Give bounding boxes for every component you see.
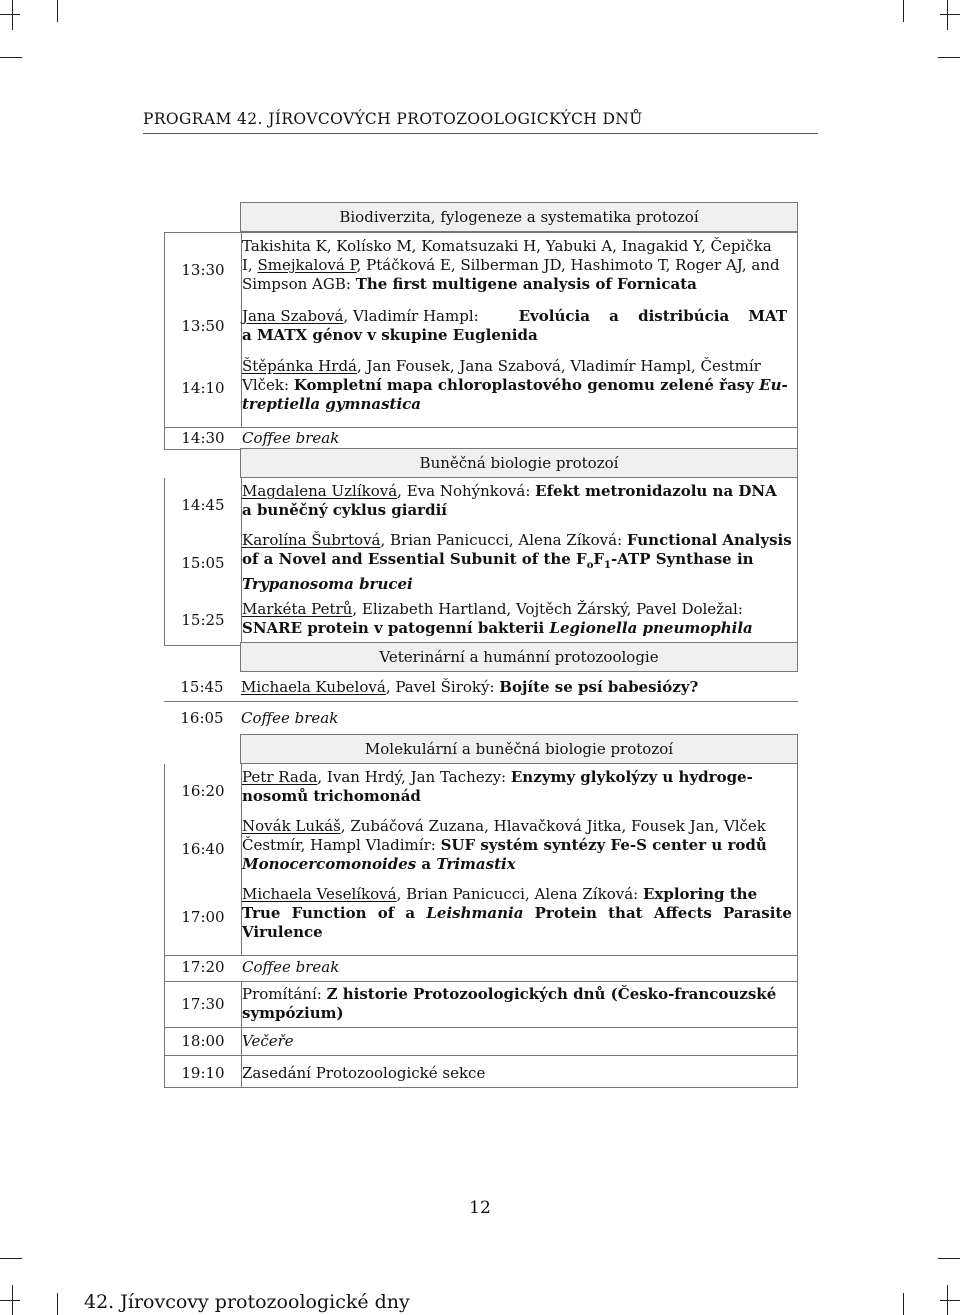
talk-time: 14:45 (181, 496, 225, 514)
talk-title: Bojíte se psí babesiózy? (499, 678, 699, 696)
presenter-name: Magdalena Uzlíková (242, 482, 398, 500)
presenter-name: Markéta Petrů (242, 600, 353, 618)
section-block (164, 232, 798, 428)
section-block (164, 764, 798, 956)
break-time: 14:30 (181, 429, 225, 447)
crop-mark (947, 0, 948, 30)
talk-text: Michaela Veselíková, Brian Panicucci, Alena Zíková: Exploring the True Function of a Leishmania Protein that Affects Parasite Virulence (242, 885, 792, 941)
talk-title: Evolúcia a distribúcia MAT (518, 307, 787, 325)
talk-row (165, 482, 797, 522)
talk-title: SNARE protein v patogenní bakterii (242, 619, 550, 637)
presenter-name: Novák Lukáš (242, 817, 341, 835)
talk-time: 15:05 (181, 554, 225, 572)
break-time: 17:20 (181, 958, 225, 976)
talk-time: 13:50 (181, 317, 225, 335)
section-title: Buněčná biologie protozoí (419, 453, 619, 472)
program-time: 17:30 (181, 995, 225, 1013)
crop-mark (57, 1293, 58, 1315)
page-number: 12 (469, 1198, 491, 1218)
talk-row (165, 768, 797, 808)
talk-text: Markéta Petrů, Elizabeth Hartland, Vojtěch Žárský, Pavel Doležal: SNARE protein v patogenní bakterii Legionella pneumophila (242, 600, 753, 637)
presenter-name: Karolína Šubrtová (242, 531, 381, 549)
presenter-name: Michaela Veselíková (242, 885, 397, 903)
talk-time: 14:10 (181, 379, 225, 397)
talk-text: Michaela Kubelová, Pavel Široký: Bojíte se psí babesiózy? (241, 678, 699, 696)
talk-row (165, 885, 797, 945)
talk-time: 15:45 (180, 678, 224, 696)
program-row (164, 1028, 798, 1056)
crop-mark (0, 57, 22, 58)
crop-mark (12, 0, 13, 30)
program-time: 18:00 (181, 1032, 225, 1050)
header-rule (143, 133, 818, 134)
presenter-name: Petr Rada (242, 768, 318, 786)
crop-mark (903, 0, 904, 22)
program-time: 19:10 (181, 1064, 225, 1082)
program-text: Promítání: Z historie Protozoologických dnů (Česko-francouzské sympózium) (242, 985, 777, 1022)
section-title: Veterinární a humánní protozoologie (379, 647, 659, 666)
section-title: Biodiverzita, fylogeneze a systematika protozoí (339, 207, 699, 226)
section-title: Molekulární a buněčná biologie protozoí (364, 739, 674, 758)
talk-row (164, 672, 798, 702)
section-header (240, 642, 798, 672)
crop-mark (938, 1258, 960, 1259)
section-header (240, 202, 798, 232)
talk-row (165, 817, 797, 877)
break-row (164, 708, 798, 730)
program-row (164, 982, 798, 1028)
talk-row (165, 357, 797, 417)
talk-row (165, 600, 797, 640)
presenter-name: Michaela Kubelová (241, 678, 386, 696)
program-label: Večeře (242, 1032, 294, 1050)
talk-text: Štěpánka Hrdá, Jan Fousek, Jana Szabová, Vladimír Hampl, Čestmír Vlček: Kompletní mapa chloroplastového genomu zelené řasy Eu- treptiella gymnastica (242, 357, 788, 413)
talk-title: Kompletní mapa chloroplastového genomu zelené řasy (293, 376, 760, 394)
break-label: Coffee break (242, 429, 340, 447)
program-title: Z historie Protozoologických dnů (Česko-francouzské (326, 985, 777, 1003)
section-header (240, 448, 798, 478)
presenter-name: Štěpánka Hrdá (242, 357, 357, 375)
crop-mark (940, 14, 960, 15)
crop-mark (0, 14, 20, 15)
talk-text: Novák Lukáš, Zubáčová Zuzana, Hlavačková Jitka, Fousek Jan, Vlček Čestmír, Hampl Vladimír: SUF systém syntézy Fe-S center u rodů Monocercomonoides a Trimastix (242, 817, 767, 873)
break-label: Coffee break (242, 958, 340, 976)
talk-title: Enzymy glykolýzy u hydroge- (510, 768, 753, 786)
break-time: 16:05 (180, 709, 224, 727)
crop-mark (57, 0, 58, 22)
break-label: Coffee break (241, 709, 339, 727)
talk-text: Jana Szabová, Vladimír Hampl: Evolúcia a distribúcia MAT a MATX génov v skupine Euglenida (242, 307, 787, 344)
talk-time: 16:20 (181, 782, 225, 800)
section-header (240, 734, 798, 764)
talk-title: Exploring the (642, 885, 758, 903)
talk-text: Magdalena Uzlíková, Eva Nohýnková: Efekt metronidazolu na DNA a buněčný cyklus giardií (242, 482, 777, 519)
talk-row (165, 531, 797, 591)
crop-mark (940, 1300, 960, 1301)
talk-time: 13:30 (181, 261, 225, 279)
talk-row (165, 237, 797, 297)
talk-title: SUF systém syntézy Fe-S center u rodů (440, 836, 767, 854)
talk-time: 15:25 (181, 611, 225, 629)
talk-text: Karolína Šubrtová, Brian Panicucci, Alena Zíková: Functional Analysis of a Novel and Essential Subunit of the $F_oF_1$-ATP Synthase in Trypanosoma brucei (242, 531, 792, 593)
break-row (164, 428, 798, 450)
footer-title: 42. Jírovcovy protozoologické dny (84, 1291, 410, 1313)
talk-time: 17:00 (181, 908, 225, 926)
section-block (164, 478, 798, 646)
talk-title: Functional Analysis (626, 531, 792, 549)
crop-mark (903, 1293, 904, 1315)
presenter-name: Smejkalová P (257, 256, 357, 274)
crop-mark (0, 1258, 22, 1259)
talk-time: 16:40 (181, 840, 225, 858)
program-label: Zasedání Protozoologické sekce (242, 1064, 486, 1082)
crop-mark (938, 57, 960, 58)
talk-text: Takishita K, Kolísko M, Komatsuzaki H, Yabuki A, Inagakid Y, Čepička I, Smejkalová P, Ptáčková E, Silberman JD, Hashimoto T, Roger AJ, and Simpson AGB: The first multigene analysis of Fornicata (242, 237, 780, 293)
talk-row (165, 307, 797, 347)
talk-text: Petr Rada, Ivan Hrdý, Jan Tachezy: Enzymy glykolýzy u hydroge- nosomů trichomonád (242, 768, 753, 805)
program-row (164, 1056, 798, 1088)
crop-mark (0, 1300, 20, 1301)
running-head: PROGRAM 42. JÍROVCOVÝCH PROTOZOOLOGICKÝCH DNŮ (143, 110, 643, 128)
talk-title: The first multigene analysis of Fornicata (355, 275, 697, 293)
break-row (164, 956, 798, 982)
talk-title: Efekt metronidazolu na DNA (535, 482, 777, 500)
presenter-name: Jana Szabová (242, 307, 344, 325)
